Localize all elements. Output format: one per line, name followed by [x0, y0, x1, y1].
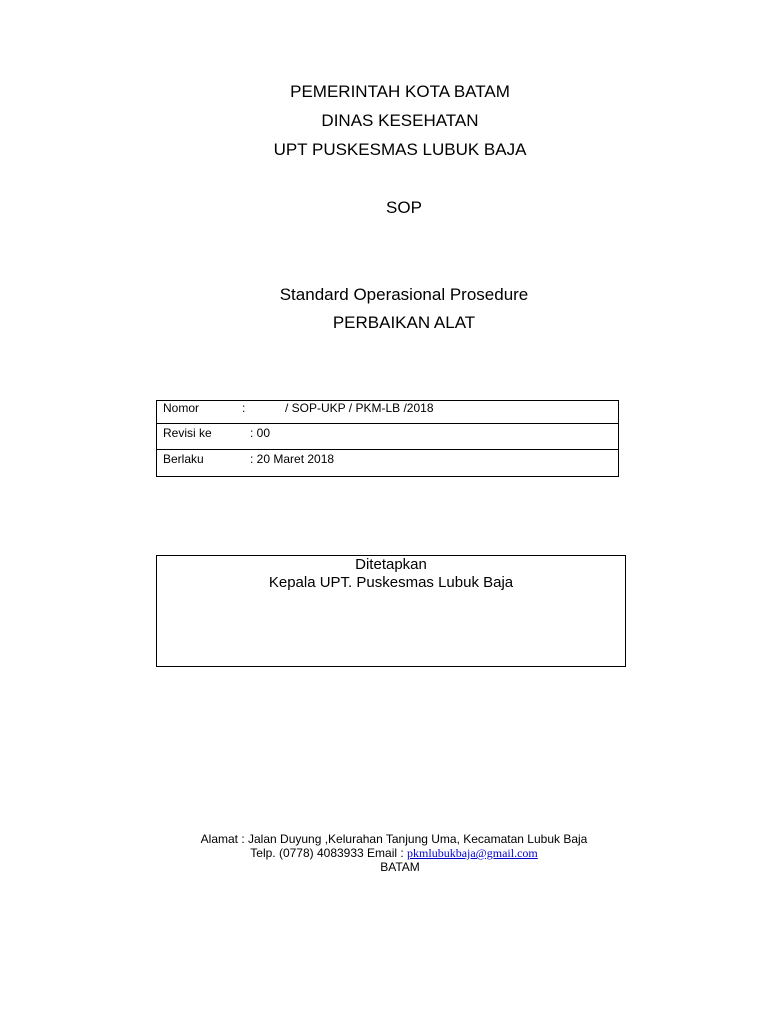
info-label: Berlaku: [163, 452, 204, 466]
info-row-nomor: [157, 401, 618, 424]
document-type: SOP: [386, 198, 422, 217]
info-value: : 00: [250, 426, 271, 440]
approval-signatory: Kepala UPT. Puskesmas Lubuk Baja: [268, 574, 514, 591]
info-colon: :: [242, 401, 246, 415]
info-value: : 20 Maret 2018: [250, 452, 335, 466]
footer-phone: Telp. (0778) 4083933 Email :: [250, 846, 408, 860]
header-department: DINAS KESEHATAN: [321, 111, 479, 130]
info-label: Revisi ke: [163, 426, 212, 440]
document-info-table: [156, 400, 619, 477]
header-organization: UPT PUSKESMAS LUBUK BAJA: [273, 140, 527, 159]
info-value: / SOP-UKP / PKM-LB /2018: [285, 401, 434, 415]
footer-contact: [10, 846, 768, 860]
footer-city: BATAM: [380, 860, 420, 874]
approval-box: [156, 555, 626, 667]
info-row-berlaku: [157, 450, 618, 476]
footer-address: Alamat : Jalan Duyung ,Kelurahan Tanjung Uma, Kecamatan Lubuk Baja: [200, 832, 588, 846]
info-label: Nomor: [163, 401, 200, 415]
document-subtitle: Standard Operasional Prosedure: [279, 285, 529, 304]
document-title: PERBAIKAN ALAT: [332, 313, 476, 332]
footer-email-link[interactable]: pkmlubukbaja@gmail.com: [407, 846, 538, 860]
info-row-revisi: [157, 424, 618, 450]
approval-title: Ditetapkan: [355, 556, 427, 573]
header-government: PEMERINTAH KOTA BATAM: [290, 82, 510, 101]
